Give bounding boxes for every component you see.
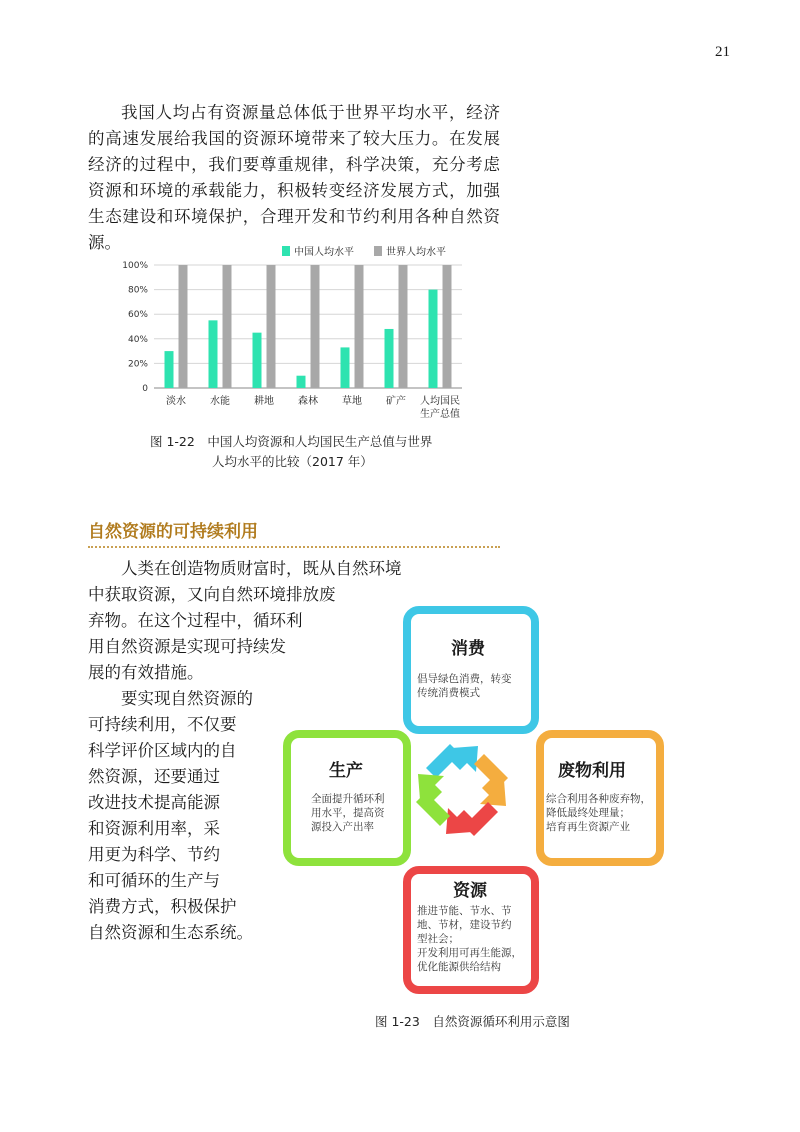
consumption-desc-line: 倡导绿色消费，转变 [417,673,512,685]
arrow-cyan-icon [426,744,478,778]
body-line: 人类在创造物质财富时，既从自然环境 [121,559,402,578]
caption-line-1: 图 1-22 中国人均资源和人均国民生产总值与世界 [150,434,433,449]
figure-1-22-caption [150,432,460,472]
bar-china [429,290,438,388]
x-tick-label: 耕地 [254,396,274,407]
bar-world [179,265,188,388]
waste-utilization-panel [536,730,664,866]
bar-world [267,265,276,388]
body-line: 要实现自然资源的 [121,689,253,708]
y-tick-label: 40% [127,334,148,345]
bar-world [399,265,408,388]
production-desc-line: 用水平，提高资 [311,807,385,819]
caption-line-2: 人均水平的比较（2017 年） [212,454,373,469]
legend-swatch [374,246,382,256]
bar-world [355,265,364,388]
x-tick-label: 人均国民 [420,396,460,407]
x-tick-label: 矿产 [386,396,406,407]
resources-desc-line: 型社会； [417,933,459,945]
page-number: 21 [715,44,730,60]
y-tick-label: 60% [127,310,148,321]
resources-desc-line: 开发利用可再生能源， [417,947,522,959]
body-line: 消费方式，积极保护 [88,897,237,916]
production-desc-line: 源投入产出率 [311,821,374,833]
bar-china [209,320,218,388]
body-line: 科学评价区域内的自 [88,741,237,760]
waste-desc-line: 降低最终处理量； [546,807,630,819]
resources-panel [403,866,539,994]
consumption-desc [417,672,512,700]
body-line: 弃物。在这个过程中，循环利 [88,611,303,630]
y-tick-label: 100% [122,261,148,271]
x-tick-label: 淡水 [166,396,186,407]
y-tick-label: 0 [142,384,148,394]
resources-title: 资源 [453,881,487,901]
figure-1-23-caption: 图 1-23 自然资源循环利用示意图 [375,1014,570,1029]
resource-comparison-chart [110,240,480,430]
legend-label: 世界人均水平 [386,247,446,258]
section-title: 自然资源的可持续利用 [88,522,258,542]
arrow-orange-icon [474,754,508,806]
section-divider [88,546,500,548]
legend-label: 中国人均水平 [294,247,354,258]
arrow-green-icon [416,774,450,826]
y-tick-label: 80% [127,285,148,296]
cycle-arrows [400,728,524,852]
intro-text: 我国人均占有资源量总体低于世界平均水平，经济的高速发展给我国的资源环境带来了较大压力。在发展经济的过程中，我们要尊重规律，科学决策，充分考虑资源和环境的承载能力，积极转变经济发展方式，加强生态建设和环境保护，合理开发和节约利用各种自然资源。 [88,103,500,252]
y-tick-label: 20% [127,359,148,370]
waste-desc [546,792,651,834]
bar-world [223,265,232,388]
x-tick-label: 草地 [342,396,362,407]
bar-china [253,333,262,388]
waste-desc-line: 综合利用各种废弃物， [546,793,651,805]
body-line: 和可循环的生产与 [88,871,220,890]
resources-desc-line: 推进节能、节水、节 [417,905,512,917]
bar-china [385,329,394,388]
production-desc [311,792,385,834]
x-tick-label: 生产总值 [420,409,460,420]
production-desc-line: 全面提升循环利 [311,793,385,805]
bar-world [311,265,320,388]
production-title: 生产 [329,761,363,781]
body-line: 中获取资源，又向自然环境排放废 [88,585,336,604]
body-line: 自然资源和生态系统。 [88,923,253,942]
waste-title: 废物利用 [558,761,626,781]
production-panel [283,730,411,866]
body-line: 然资源，还要通过 [88,767,220,786]
bar-china [165,351,174,388]
arrow-red-icon [446,802,498,836]
consumption-title: 消费 [451,639,485,659]
consumption-panel [403,606,539,734]
x-tick-label: 水能 [210,396,230,407]
resources-desc-line: 地、节材，建设节约 [417,919,512,931]
bar-china [297,376,306,388]
bar-world [443,265,452,388]
waste-desc-line: 培育再生资源产业 [546,821,630,833]
consumption-desc-line: 传统消费模式 [417,687,480,699]
body-line: 改进技术提高能源 [88,793,220,812]
body-line: 用自然资源是实现可持续发 [88,637,286,656]
intro-paragraph [88,100,500,256]
bar-china [341,347,350,388]
body-line: 和资源利用率，采 [88,819,220,838]
body-line: 可持续利用，不仅要 [88,715,237,734]
legend-swatch [282,246,290,256]
x-tick-label: 森林 [298,396,318,407]
resources-desc [417,904,522,974]
body-line: 展的有效措施。 [88,663,204,682]
resources-desc-line: 优化能源供给结构 [417,961,501,973]
body-line: 用更为科学、节约 [88,845,220,864]
